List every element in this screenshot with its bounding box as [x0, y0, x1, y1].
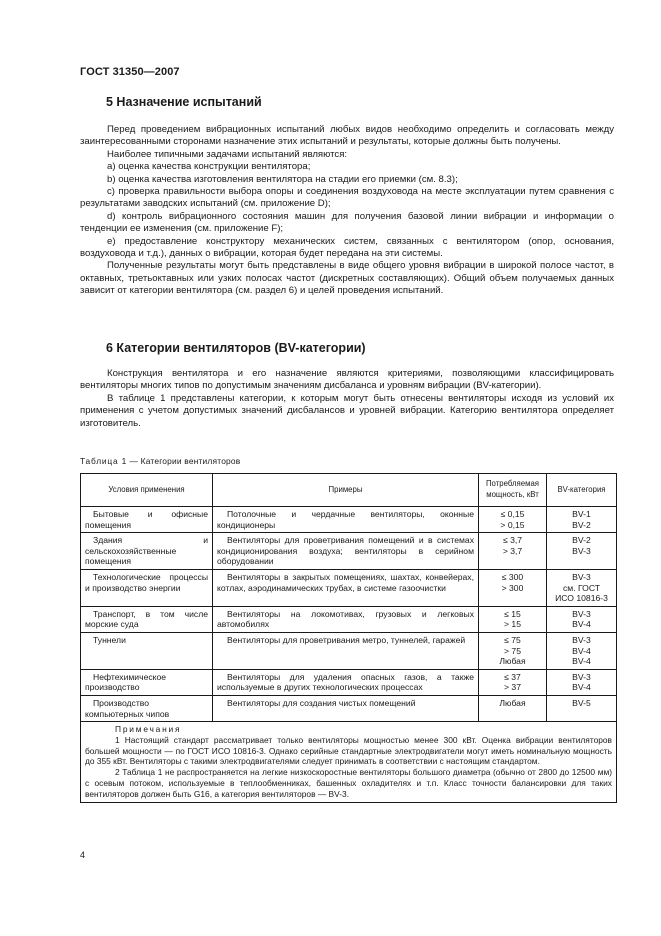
column-header: Условия применения — [81, 474, 213, 507]
power-value: Любая — [499, 656, 526, 667]
category-value: BV-2 — [572, 519, 591, 530]
section-5-title: 5 Назначение испытаний — [106, 95, 262, 109]
list-item: b) оценка качества изготовления вентилятора на стадии его приемки (см. 8.3); — [107, 173, 458, 185]
category-value: BV-3 — [572, 608, 591, 619]
column-header: Примеры — [213, 474, 479, 507]
section-6-title: 6 Категории вентиляторов (BV-категории) — [106, 341, 366, 355]
fan-categories-table — [80, 473, 617, 803]
power-value: > 3,7 — [502, 545, 523, 556]
table-notes-row — [81, 722, 617, 803]
category-cell — [547, 507, 617, 533]
table-row — [81, 533, 617, 570]
table-row — [81, 569, 617, 606]
note: 2 Таблица 1 не распространяется на легкие низкоскоростные вентиляторы большого диаметра (обычно от 2800 до 12500 мм) с осевым потоком, используемые в теплообменниках, башенных охладителях и т.п. Класс точности балансировки для таких вентиляторов должен быть G16, а категория вентиляторов — BV-3. — [85, 767, 612, 799]
table-notes — [81, 722, 617, 803]
category-cell — [547, 606, 617, 632]
notes-title: Примечания — [115, 724, 182, 735]
category-value: BV-1 — [572, 509, 591, 519]
category-value: BV-4 — [572, 645, 591, 656]
table-row — [81, 507, 617, 533]
power-value: ≤ 37 — [504, 671, 521, 682]
table-caption-label: Таблица 1 — [80, 456, 128, 466]
examples-cell: Вентиляторы для удаления опасных газов, а также используемые в других технологических процессах — [213, 669, 479, 695]
column-header: BV-категория — [547, 474, 617, 507]
examples-cell: Вентиляторы в закрытых помещениях, шахтах, конвейерах, котлах, аэродинамических трубах, в системе газоочистки — [213, 569, 479, 606]
condition-cell: Здания и сельскохозяйственные помещения — [81, 533, 213, 570]
section-6-body — [80, 368, 614, 430]
examples-cell: Вентиляторы для проветривания помещений и в системах кондиционирования воздуха; вентиляторы в серийном оборудовании — [213, 533, 479, 570]
power-value: > 300 — [501, 582, 524, 593]
category-cell — [547, 533, 617, 570]
table-caption — [80, 456, 240, 466]
table-caption-text: — Категории вентиляторов — [127, 456, 241, 466]
list-item: d) контроль вибрационного состояния машин для получения базовой линии вибрации и информации о тенденции ее изменения (см. приложение F); — [80, 210, 614, 235]
power-cell — [479, 669, 547, 695]
paragraph: В таблице 1 представлены категории, к которым могут быть отнесены вентиляторы исходя из условий их применения с учетом допустимых значений дисбалансов и уровней вибрации. Категорию вентилятора определяет изготовитель. — [80, 392, 614, 429]
condition-cell: Нефтехимическое производство — [81, 669, 213, 695]
power-cell — [479, 606, 547, 632]
power-value: Любая — [499, 697, 526, 708]
list-item: e) предоставление конструктору механических систем, связанных с вентилятором (опор, основания, воздуховода и т.д.), данных о вибрации, которая будет передана на эти системы. — [80, 235, 614, 260]
condition-cell: Бытовые и офисные помещения — [81, 507, 213, 533]
condition-cell: Производство компьютерных чипов — [81, 695, 213, 721]
section-5-body — [80, 124, 614, 298]
table-row — [81, 669, 617, 695]
category-value: BV-3 — [572, 545, 591, 556]
table-row — [81, 695, 617, 721]
examples-cell: Вентиляторы для проветривания метро, туннелей, гаражей — [213, 632, 479, 669]
category-value: BV-2 — [572, 535, 591, 546]
condition-cell: Туннели — [81, 632, 213, 669]
table-body — [81, 507, 617, 722]
category-value: см. ГОСТ — [562, 582, 600, 593]
paragraph: Наиболее типичными задачами испытаний являются: — [107, 148, 348, 160]
category-cell — [547, 569, 617, 606]
category-cell — [547, 669, 617, 695]
power-value: > 37 — [504, 682, 521, 693]
category-value: BV-3 — [572, 571, 591, 582]
examples-cell: Потолочные и чердачные вентиляторы, оконные кондиционеры — [213, 507, 479, 533]
power-value: > 15 — [504, 619, 521, 630]
power-value: ≤ 75 — [504, 634, 521, 645]
paragraph: Перед проведением вибрационных испытаний любых видов необходимо определить и согласовать между заинтересованными сторонами назначение этих испытаний и результаты, которые должны быть получены. — [80, 124, 614, 148]
note: 1 Настоящий стандарт рассматривает только вентиляторы мощностью менее 300 кВт. Оценка вибрации вентиляторов большей мощности — по ГОСТ ИСО 10816-3. Однако серийные стандартные электродвигатели могут иметь номинальную мощность до 355 кВт. Вентиляторы с такими электродвигателями следует принимать в соответствии с настоящим стандартом. — [85, 734, 612, 767]
paragraph: Конструкция вентилятора и его назначение являются критериями, позволяющими классифицировать вентиляторы многих типов по допустимым значениям дисбаланса и уровням вибрации (BV-категории). — [80, 368, 614, 392]
power-value: ≤ 3,7 — [502, 535, 523, 546]
power-cell — [479, 632, 547, 669]
power-cell — [479, 533, 547, 570]
category-value: BV-3 — [572, 671, 591, 682]
table-header-row — [81, 474, 617, 507]
power-value: ≤ 300 — [501, 571, 524, 582]
power-value: ≤ 15 — [504, 608, 521, 619]
category-cell — [547, 695, 617, 721]
examples-cell: Вентиляторы на локомотивах, грузовых и легковых автомобилях — [213, 606, 479, 632]
category-value: BV-4 — [572, 619, 591, 630]
column-header: Потребляемая мощность, кВт — [479, 474, 547, 507]
category-cell — [547, 632, 617, 669]
examples-cell: Вентиляторы для создания чистых помещений — [213, 695, 479, 721]
condition-cell: Транспорт, в том числе морские суда — [81, 606, 213, 632]
category-value: BV-4 — [572, 682, 591, 693]
document-header: ГОСТ 31350—2007 — [80, 66, 180, 78]
category-value: ИСО 10816-3 — [555, 593, 608, 604]
paragraph: Полученные результаты могут быть представлены в виде общего уровня вибрации в широкой полосе частот, в октавных, третьоктавных или узких полосах частот (дискретных составляющих). Общий объем получаемых данных зависит от категории вентилятора (см. раздел 6) и целей проведения испытаний. — [80, 260, 614, 297]
table-row — [81, 606, 617, 632]
power-value: > 75 — [504, 645, 521, 656]
list-item: с) проверка правильности выбора опоры и соединения воздуховода на месте эксплуатации путем сравнения с результатами заводских испытаний (см. приложение D); — [80, 186, 614, 210]
table-row — [81, 632, 617, 669]
category-value: BV-5 — [572, 697, 591, 708]
power-value: ≤ 0,15 — [500, 509, 525, 519]
power-value: > 0,15 — [500, 519, 525, 530]
category-value: BV-3 — [572, 634, 591, 645]
page-number: 4 — [80, 850, 86, 860]
power-cell — [479, 569, 547, 606]
category-value: BV-4 — [572, 656, 591, 667]
power-cell — [479, 507, 547, 533]
list-item: а) оценка качества конструкции вентилятора; — [107, 161, 311, 173]
condition-cell: Технологические процессы и производство энергии — [81, 569, 213, 606]
power-cell — [479, 695, 547, 721]
